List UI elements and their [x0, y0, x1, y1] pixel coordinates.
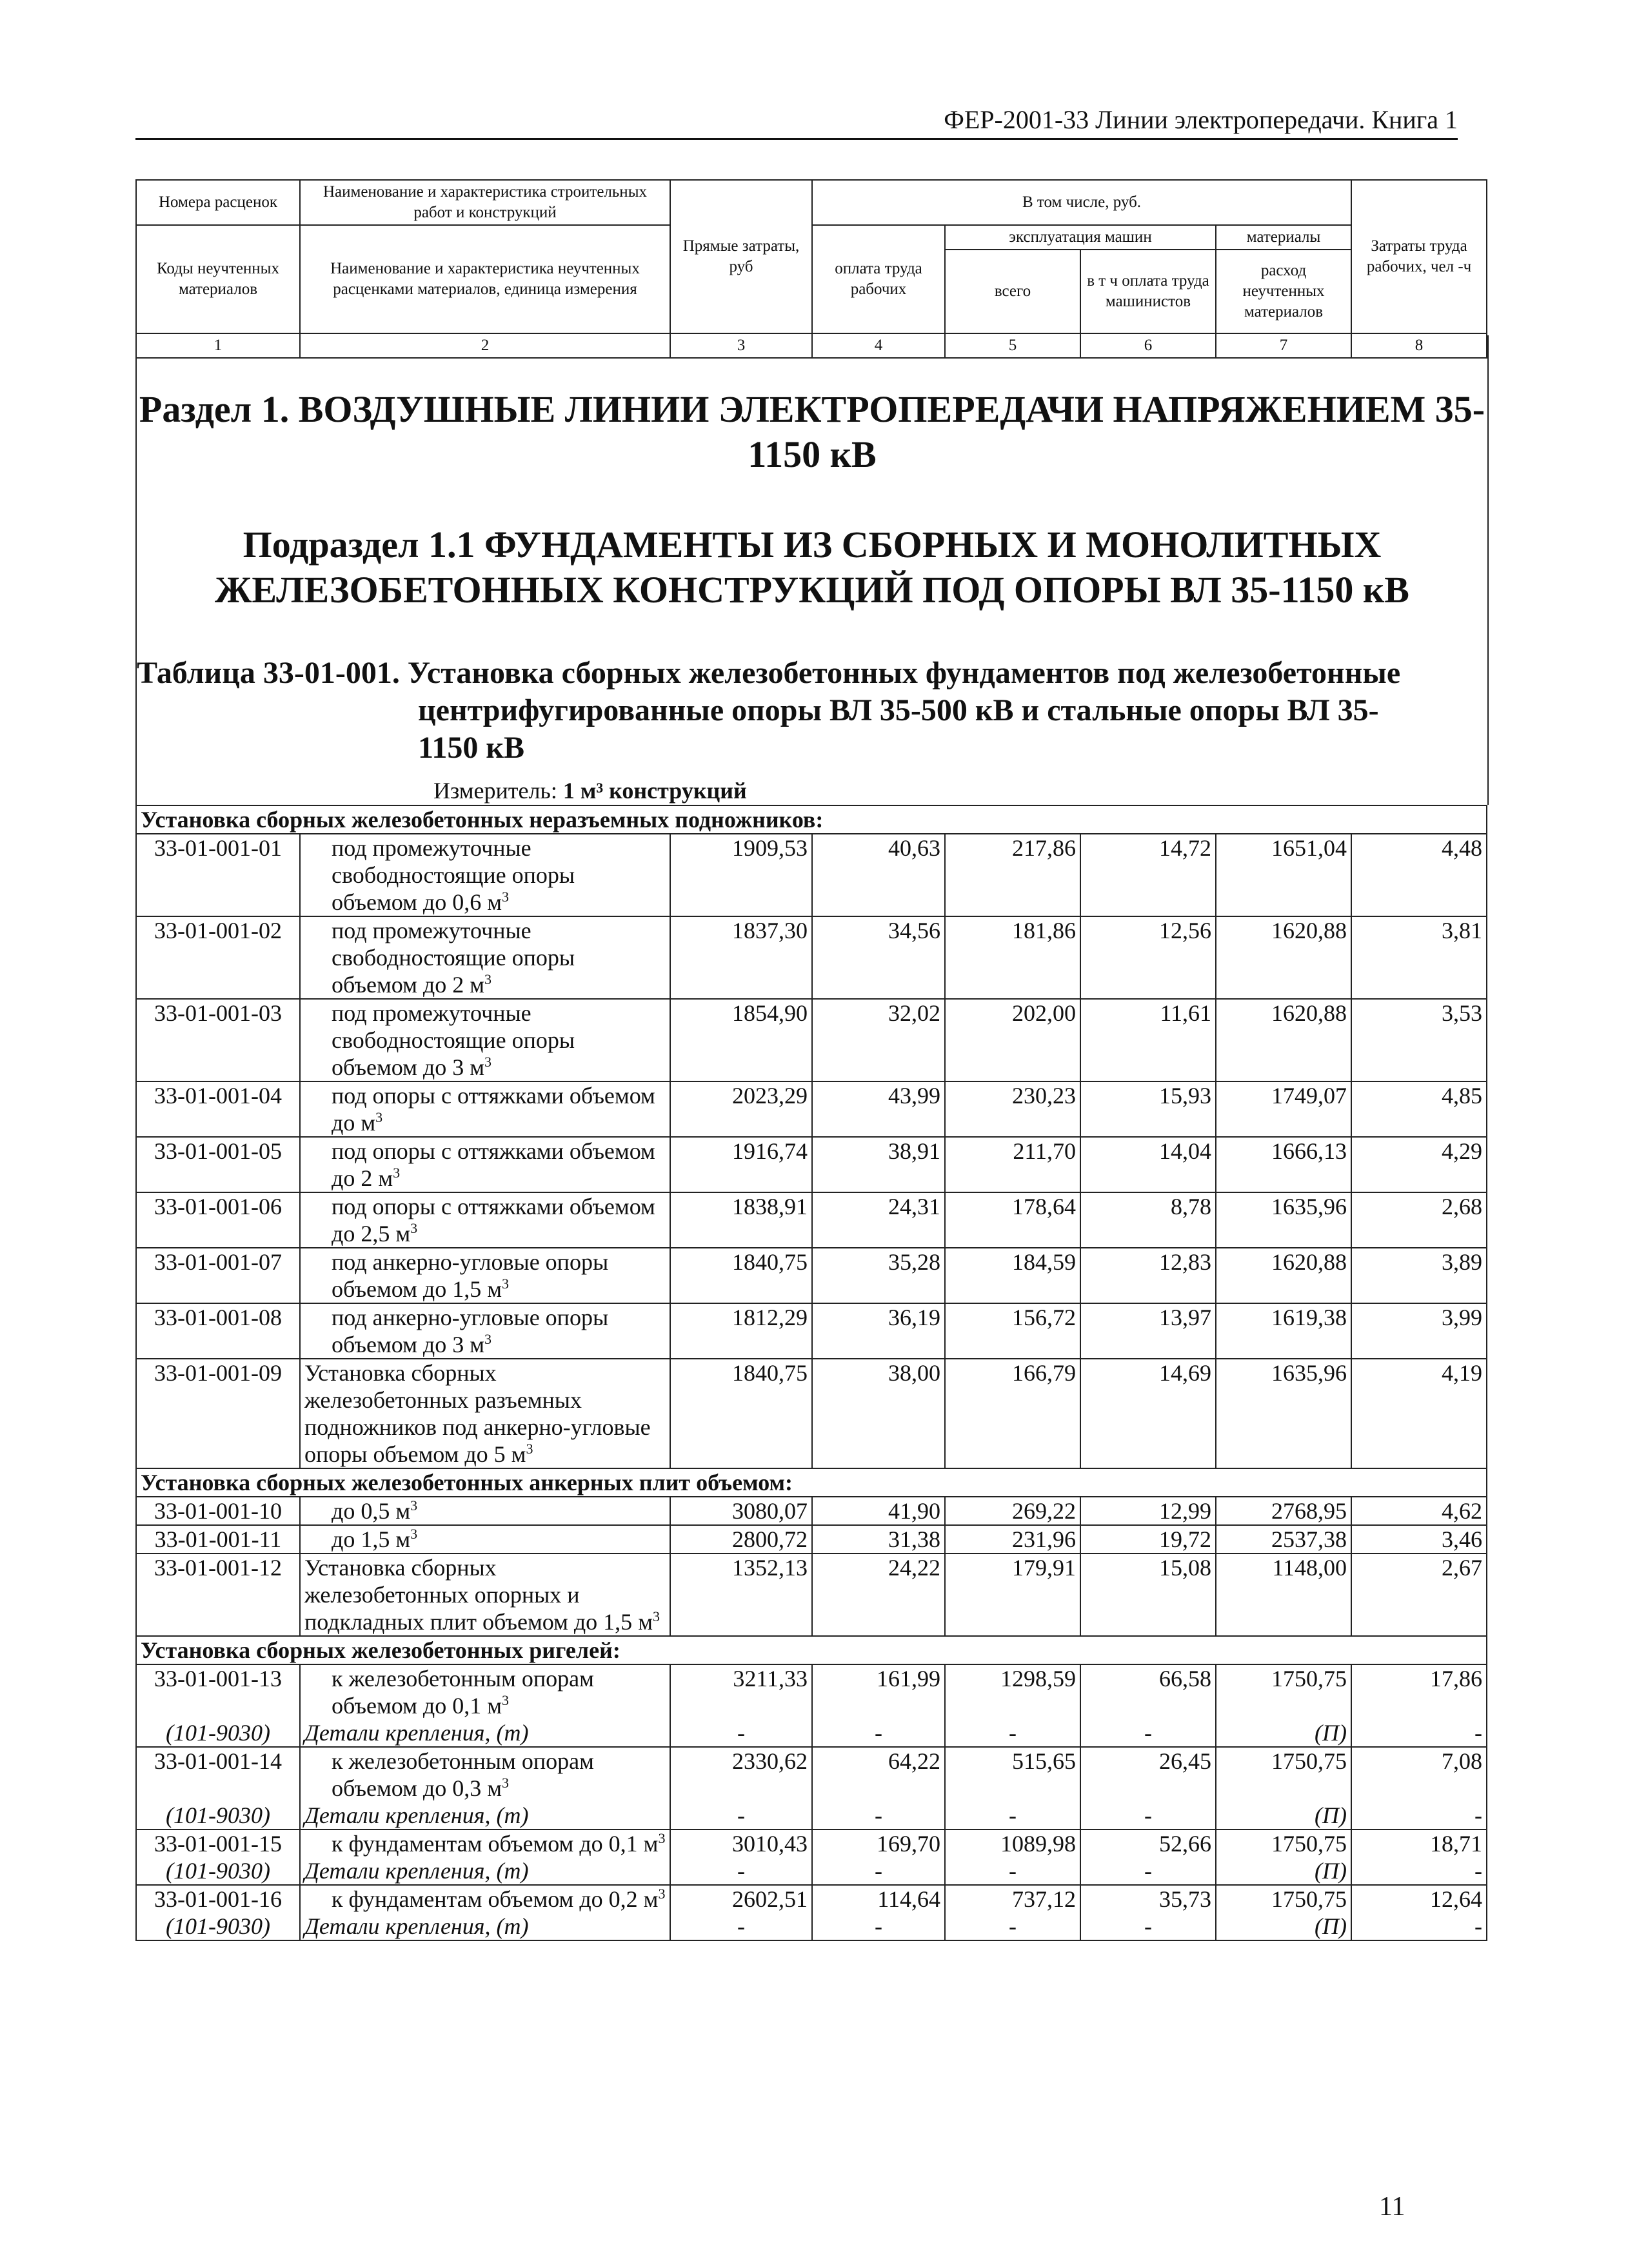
material-dash: -	[812, 1913, 945, 1940]
rate-code: 33-01-001-05	[136, 1137, 300, 1192]
rate-value-c6: 8,78	[1080, 1192, 1216, 1248]
rates-table	[135, 805, 1486, 1941]
rate-value-c3: 2800,72	[670, 1525, 812, 1553]
rate-value-c3: 2330,62	[670, 1747, 812, 1802]
rate-value-c5: 202,00	[945, 999, 1080, 1081]
rate-value-c4: 114,64	[812, 1885, 945, 1913]
rate-description: под промежуточные свободностоящие опоры объемом до 2 $м^3$	[300, 916, 670, 999]
rate-description: к фундаментам объемом до 0,2 $м^3$	[300, 1885, 670, 1913]
rate-value-c6: 12,83	[1080, 1248, 1216, 1303]
rate-value-c8: 3,89	[1351, 1248, 1487, 1303]
rate-code: 33-01-001-11	[136, 1525, 300, 1553]
col-number: 5	[945, 333, 1080, 358]
header-machines: эксплуатация машин	[945, 225, 1216, 250]
rate-value-c4: 64,22	[812, 1747, 945, 1802]
rate-value-c3: 1352,13	[670, 1553, 812, 1636]
header-group: В том числе, руб.	[812, 180, 1351, 225]
material-dash: -	[1351, 1719, 1487, 1747]
material-row	[136, 1857, 1487, 1885]
header-rule	[135, 138, 1458, 140]
rate-value-c5: 179,91	[945, 1553, 1080, 1636]
material-dash: -	[670, 1802, 812, 1829]
rate-value-c3: 2023,29	[670, 1081, 812, 1137]
rate-value-c8: 7,08	[1351, 1747, 1487, 1802]
material-dash: -	[1080, 1802, 1216, 1829]
header-col7: расход неучтенных материалов	[1216, 250, 1351, 333]
table-row	[136, 1747, 1487, 1802]
rate-value-c8: 12,64	[1351, 1885, 1487, 1913]
rate-value-c6: 14,69	[1080, 1359, 1216, 1468]
header-col1-bottom: Коды неучтенных материалов	[136, 225, 300, 333]
rate-code: 33-01-001-15	[136, 1829, 300, 1857]
material-dash: -	[812, 1719, 945, 1747]
rate-code: 33-01-001-03	[136, 999, 300, 1081]
group-heading: Установка сборных железобетонных анкерных плит объемом:	[136, 1468, 1487, 1497]
material-dash: -	[945, 1857, 1080, 1885]
col-number: 4	[812, 333, 945, 358]
col-number: 8	[1351, 333, 1487, 358]
rate-code: 33-01-001-09	[136, 1359, 300, 1468]
material-dash: -	[1351, 1913, 1487, 1940]
rate-value-c8: 3,99	[1351, 1303, 1487, 1359]
rate-value-c7: 1635,96	[1216, 1359, 1351, 1468]
material-code: (101-9030)	[136, 1913, 300, 1940]
group-row	[136, 1636, 1487, 1664]
table-row	[136, 1359, 1487, 1468]
material-dash: -	[945, 1719, 1080, 1747]
section-title: Раздел 1. ВОЗДУШНЫЕ ЛИНИИ ЭЛЕКТРОПЕРЕДАЧИ НАПРЯЖЕНИЕМ 35-1150 кВ	[139, 388, 1485, 475]
table-row	[136, 1497, 1487, 1525]
rate-code: 33-01-001-06	[136, 1192, 300, 1248]
material-unit: (П)	[1216, 1802, 1351, 1829]
rate-value-c5: 737,12	[945, 1885, 1080, 1913]
rate-value-c7: 1620,88	[1216, 999, 1351, 1081]
measure-label: Измеритель:	[433, 778, 557, 804]
table-row	[136, 916, 1487, 999]
rate-value-c3: 1854,90	[670, 999, 812, 1081]
rate-value-c5: 515,65	[945, 1747, 1080, 1802]
rate-description: до 0,5 $м^3$	[300, 1497, 670, 1525]
group-row	[136, 805, 1487, 834]
header-col8: Затраты труда рабочих, чел -ч	[1351, 180, 1487, 333]
rate-value-c8: 4,62	[1351, 1497, 1487, 1525]
table-row	[136, 1303, 1487, 1359]
column-header	[135, 179, 1486, 359]
group-heading: Установка сборных железобетонных ригелей:	[136, 1636, 1487, 1664]
material-dash: -	[670, 1913, 812, 1940]
material-description: Детали крепления, (т)	[300, 1857, 670, 1885]
rate-value-c4: 40,63	[812, 834, 945, 916]
rate-value-c8: 2,68	[1351, 1192, 1487, 1248]
table-row	[136, 1248, 1487, 1303]
rate-description: к железобетонным опорам объемом до 0,1 $м^3$	[300, 1664, 670, 1719]
material-unit: (П)	[1216, 1857, 1351, 1885]
col-number: 7	[1216, 333, 1351, 358]
rate-code: 33-01-001-13	[136, 1664, 300, 1719]
rate-value-c5: 211,70	[945, 1137, 1080, 1192]
material-unit: (П)	[1216, 1913, 1351, 1940]
header-col4: оплата труда рабочих	[812, 225, 945, 333]
rate-description: под анкерно-угловые опоры объемом до 1,5 $м^3$	[300, 1248, 670, 1303]
rate-value-c3: 3080,07	[670, 1497, 812, 1525]
measure-value: 1 м³ конструкций	[562, 778, 747, 804]
rate-value-c8: 3,46	[1351, 1525, 1487, 1553]
table-row	[136, 1553, 1487, 1636]
page-number: 11	[1379, 2192, 1405, 2222]
rate-value-c7: 1749,07	[1216, 1081, 1351, 1137]
rate-description: под анкерно-угловые опоры объемом до 3 $м^3$	[300, 1303, 670, 1359]
header-materials: материалы	[1216, 225, 1351, 250]
rate-value-c6: 35,73	[1080, 1885, 1216, 1913]
rate-value-c4: 35,28	[812, 1248, 945, 1303]
rate-value-c4: 41,90	[812, 1497, 945, 1525]
material-dash: -	[945, 1802, 1080, 1829]
rate-code: 33-01-001-02	[136, 916, 300, 999]
rate-code: 33-01-001-07	[136, 1248, 300, 1303]
rate-value-c5: 181,86	[945, 916, 1080, 999]
table-row	[136, 1192, 1487, 1248]
rate-value-c7: 1750,75	[1216, 1747, 1351, 1802]
table-row	[136, 999, 1487, 1081]
material-dash: -	[812, 1802, 945, 1829]
material-code: (101-9030)	[136, 1857, 300, 1885]
material-dash: -	[1080, 1719, 1216, 1747]
material-dash: -	[1080, 1857, 1216, 1885]
rate-value-c5: 1089,98	[945, 1829, 1080, 1857]
rate-description: под промежуточные свободностоящие опоры объемом до 3 $м^3$	[300, 999, 670, 1081]
group-heading: Установка сборных железобетонных неразъемных подножников:	[136, 805, 1487, 834]
rate-value-c8: 4,85	[1351, 1081, 1487, 1137]
rate-description: под опоры с оттяжками объемом до 2 $м^3$	[300, 1137, 670, 1192]
material-row	[136, 1802, 1487, 1829]
rate-value-c8: 3,81	[1351, 916, 1487, 999]
rate-description: к железобетонным опорам объемом до 0,3 $м^3$	[300, 1747, 670, 1802]
rate-description: под опоры с оттяжками объемом до 2,5 $м^3$	[300, 1192, 670, 1248]
table-row	[136, 1137, 1487, 1192]
material-description: Детали крепления, (т)	[300, 1719, 670, 1747]
rate-value-c3: 1916,74	[670, 1137, 812, 1192]
rate-value-c8: 4,29	[1351, 1137, 1487, 1192]
rate-value-c8: 2,67	[1351, 1553, 1487, 1636]
rate-value-c5: 178,64	[945, 1192, 1080, 1248]
rate-description: под промежуточные свободностоящие опоры объемом до 0,6 $м^3$	[300, 834, 670, 916]
rate-value-c5: 156,72	[945, 1303, 1080, 1359]
material-dash: -	[670, 1719, 812, 1747]
rate-value-c6: 12,99	[1080, 1497, 1216, 1525]
table-title-line2: центрифугированные опоры ВЛ 35-500 кВ и стальные опоры ВЛ 35-	[418, 693, 1379, 727]
rate-description: Установка сборных железобетонных опорных и подкладных плит объемом до 1,5 $м^3$	[300, 1553, 670, 1636]
table-row	[136, 1664, 1487, 1719]
material-dash: -	[670, 1857, 812, 1885]
group-row	[136, 1468, 1487, 1497]
header-col2-bottom: Наименование и характеристика неучтенных расценками материалов, единица измерения	[300, 225, 670, 333]
rate-value-c7: 1651,04	[1216, 834, 1351, 916]
rate-code: 33-01-001-08	[136, 1303, 300, 1359]
rate-value-c3: 2602,51	[670, 1885, 812, 1913]
rate-value-c6: 12,56	[1080, 916, 1216, 999]
rate-value-c8: 17,86	[1351, 1664, 1487, 1719]
col-number: 2	[300, 333, 670, 358]
rate-value-c5: 217,86	[945, 834, 1080, 916]
rate-value-c3: 1840,75	[670, 1248, 812, 1303]
rate-value-c6: 13,97	[1080, 1303, 1216, 1359]
rate-value-c4: 34,56	[812, 916, 945, 999]
rate-value-c6: 15,93	[1080, 1081, 1216, 1137]
rate-value-c7: 1635,96	[1216, 1192, 1351, 1248]
header-col2-top: Наименование и характеристика строительных работ и конструкций	[300, 180, 670, 225]
rate-value-c7: 1750,75	[1216, 1664, 1351, 1719]
rate-value-c3: 1909,53	[670, 834, 812, 916]
rate-code: 33-01-001-12	[136, 1553, 300, 1636]
rate-value-c4: 24,31	[812, 1192, 945, 1248]
material-row	[136, 1913, 1487, 1940]
rate-value-c3: 1838,91	[670, 1192, 812, 1248]
rate-value-c6: 11,61	[1080, 999, 1216, 1081]
table-row	[136, 1525, 1487, 1553]
rate-value-c4: 38,91	[812, 1137, 945, 1192]
rate-value-c6: 66,58	[1080, 1664, 1216, 1719]
rate-value-c6: 14,72	[1080, 834, 1216, 916]
rate-value-c8: 4,48	[1351, 834, 1487, 916]
col-number: 1	[136, 333, 300, 358]
header-col1-top: Номера расценок	[136, 180, 300, 225]
rate-value-c5: 269,22	[945, 1497, 1080, 1525]
table-row	[136, 1081, 1487, 1137]
rate-value-c8: 3,53	[1351, 999, 1487, 1081]
rate-value-c3: 3211,33	[670, 1664, 812, 1719]
rate-value-c6: 19,72	[1080, 1525, 1216, 1553]
rate-value-c5: 1298,59	[945, 1664, 1080, 1719]
rate-value-c7: 2768,95	[1216, 1497, 1351, 1525]
rate-value-c8: 4,19	[1351, 1359, 1487, 1468]
measure-line	[433, 777, 747, 804]
rate-value-c6: 26,45	[1080, 1747, 1216, 1802]
rate-value-c8: 18,71	[1351, 1829, 1487, 1857]
table-row	[136, 834, 1487, 916]
rate-value-c6: 14,04	[1080, 1137, 1216, 1192]
rate-value-c3: 1812,29	[670, 1303, 812, 1359]
material-dash: -	[945, 1913, 1080, 1940]
rate-value-c7: 2537,38	[1216, 1525, 1351, 1553]
table-title	[137, 655, 1487, 767]
rate-code: 33-01-001-04	[136, 1081, 300, 1137]
rate-value-c7: 1148,00	[1216, 1553, 1351, 1636]
rate-description: к фундаментам объемом до 0,1 $м^3$	[300, 1829, 670, 1857]
rate-value-c7: 1750,75	[1216, 1829, 1351, 1857]
rate-value-c4: 161,99	[812, 1664, 945, 1719]
material-description: Детали крепления, (т)	[300, 1913, 670, 1940]
table-row	[136, 1885, 1487, 1913]
rate-value-c3: 1840,75	[670, 1359, 812, 1468]
rate-value-c7: 1619,38	[1216, 1303, 1351, 1359]
material-row	[136, 1719, 1487, 1747]
col-number: 3	[670, 333, 812, 358]
rate-description: Установка сборных железобетонных разъемных подножников под анкерно-угловые опоры объемом до 5 $м^3$	[300, 1359, 670, 1468]
rate-value-c4: 24,22	[812, 1553, 945, 1636]
rate-value-c3: 3010,43	[670, 1829, 812, 1857]
rate-value-c5: 166,79	[945, 1359, 1080, 1468]
rate-value-c7: 1750,75	[1216, 1885, 1351, 1913]
rate-value-c7: 1620,88	[1216, 916, 1351, 999]
material-code: (101-9030)	[136, 1802, 300, 1829]
material-dash: -	[1080, 1913, 1216, 1940]
header-col3: Прямые затраты, руб	[670, 180, 812, 333]
rate-value-c5: 231,96	[945, 1525, 1080, 1553]
rate-value-c4: 43,99	[812, 1081, 945, 1137]
rate-value-c4: 31,38	[812, 1525, 945, 1553]
rate-value-c4: 32,02	[812, 999, 945, 1081]
rate-value-c7: 1666,13	[1216, 1137, 1351, 1192]
rate-value-c6: 52,66	[1080, 1829, 1216, 1857]
header-col5: всего	[945, 250, 1080, 333]
section-block	[135, 335, 1489, 805]
material-unit: (П)	[1216, 1719, 1351, 1747]
rate-description: до 1,5 $м^3$	[300, 1525, 670, 1553]
rate-value-c5: 184,59	[945, 1248, 1080, 1303]
table-row	[136, 1829, 1487, 1857]
rate-description: под опоры с оттяжками объемом до $м^3$	[300, 1081, 670, 1137]
material-dash: -	[1351, 1857, 1487, 1885]
subsection-title: Подраздел 1.1 ФУНДАМЕНТЫ ИЗ СБОРНЫХ И МОНОЛИТНЫХ ЖЕЛЕЗОБЕТОННЫХ КОНСТРУКЦИЙ ПОД ОПОРЫ ВЛ 35-1150 кВ	[215, 524, 1409, 611]
material-code: (101-9030)	[136, 1719, 300, 1747]
material-description: Детали крепления, (т)	[300, 1802, 670, 1829]
rate-value-c5: 230,23	[945, 1081, 1080, 1137]
running-header: ФЕР-2001-33 Линии электропередачи. Книга 1	[944, 105, 1458, 134]
material-dash: -	[812, 1857, 945, 1885]
rate-code: 33-01-001-14	[136, 1747, 300, 1802]
table-title-line3: 1150 кВ	[418, 731, 525, 765]
rate-code: 33-01-001-10	[136, 1497, 300, 1525]
rate-value-c4: 169,70	[812, 1829, 945, 1857]
rate-code: 33-01-001-01	[136, 834, 300, 916]
rate-value-c7: 1620,88	[1216, 1248, 1351, 1303]
rate-code: 33-01-001-16	[136, 1885, 300, 1913]
rate-value-c4: 38,00	[812, 1359, 945, 1468]
rate-value-c6: 15,08	[1080, 1553, 1216, 1636]
header-col6: в т ч оплата труда машинистов	[1080, 250, 1216, 333]
rate-value-c3: 1837,30	[670, 916, 812, 999]
material-dash: -	[1351, 1802, 1487, 1829]
col-number: 6	[1080, 333, 1216, 358]
table-title-line1: Таблица 33-01-001. Установка сборных железобетонных фундаментов под железобетонные	[137, 656, 1401, 690]
rate-value-c4: 36,19	[812, 1303, 945, 1359]
